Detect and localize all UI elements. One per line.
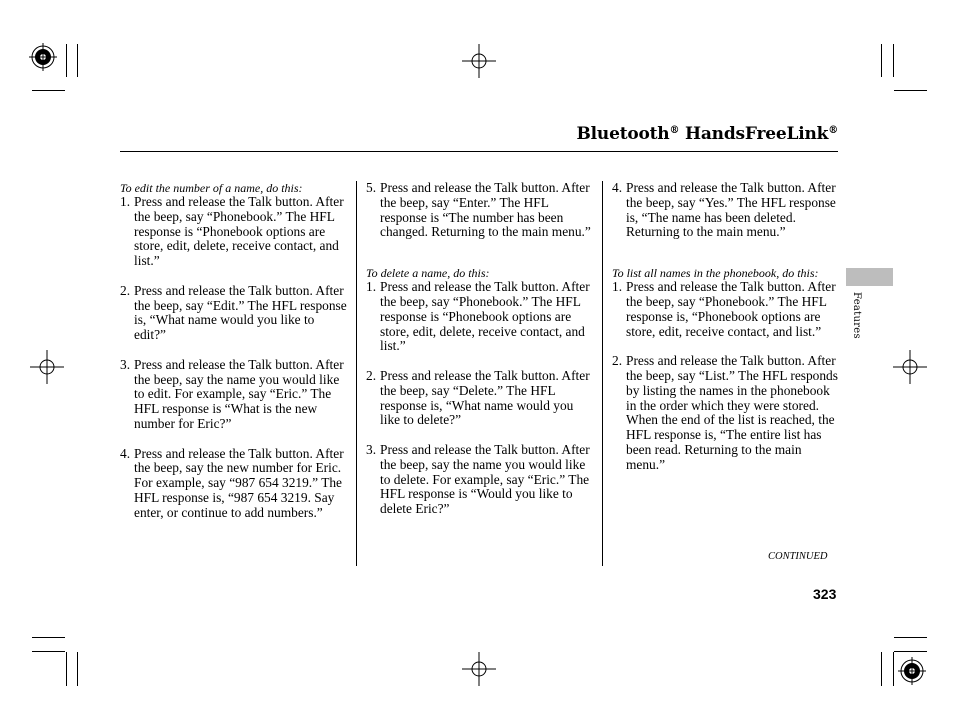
column-divider [356, 181, 357, 566]
list-item: 2. Press and release the Talk button. After the beep, say “Edit.” The HFL response is, “What name would you like to edit?” [120, 282, 347, 343]
section-lead: To delete a name, do this: [366, 266, 490, 281]
page-title: Bluetooth® HandsFreeLink® [576, 124, 838, 144]
list-item: 4. Press and release the Talk button. After the beep, say “Yes.” The HFL response is, “The name has been deleted. Returning to the main menu.” [612, 180, 836, 240]
section-lead: To edit the number of a name, do this: [120, 181, 303, 195]
list-item: 2. Press and release the Talk button. After the beep, say “List.” The HFL responds by listing the names in the phonebook in the order which they were stored. When the end of the list is reached, the HFL response is, “The entire list has been read. Returning to the main menu.” [612, 353, 838, 472]
section-tab [846, 268, 893, 286]
list-item: 3. Press and release the Talk button. After the beep, say the name you would like to delete. For example, say “Eric.” The HFL response is “Would you like to delete Eric?” [366, 441, 590, 517]
list-item: 3. Press and release the Talk button. After the beep, say the name you would like to edit. For example, say “Eric.” The HFL response is “What is the new number for Eric?” [120, 356, 344, 431]
list-item: 2. Press and release the Talk button. After the beep, say “Delete.” The HFL response is, “What name would you like to delete?” [366, 367, 590, 428]
crosshair-icon [462, 44, 496, 78]
registration-target-icon [28, 42, 58, 72]
continued-label: CONTINUED [768, 551, 828, 562]
page-number: 323 [813, 586, 837, 602]
column-2 [366, 181, 594, 532]
list-item: 1. Press and release the Talk button. After the beep, say “Phonebook.” The HFL response is “Phonebook options are store, edit, delete, receive contact, and list.” [120, 194, 344, 269]
crosshair-icon [462, 652, 496, 686]
column-divider [602, 181, 603, 566]
crosshair-icon [30, 350, 64, 384]
crosshair-icon [893, 350, 927, 384]
list-item: 1. Press and release the Talk button. After the beep, say “Phonebook.” The HFL response is, “Phonebook options are store, edit, receive contact, and list.” [612, 279, 836, 339]
column-3 [612, 181, 840, 487]
section-lead: To list all names in the phonebook, do this: [612, 266, 819, 281]
list-item: 1. Press and release the Talk button. After the beep, say “Phonebook.” The HFL response is “Phonebook options are store, edit, delete, receive contact, and list.” [366, 279, 590, 354]
section-tab-label: Features [851, 292, 862, 339]
registration-target-icon [897, 656, 927, 686]
title-rule [120, 151, 838, 152]
column-1 [120, 181, 348, 535]
list-item: 5. Press and release the Talk button. After the beep, say “Enter.” The HFL response is “The number has been changed. Returning to the main menu.” [366, 180, 591, 240]
list-item: 4. Press and release the Talk button. After the beep, say the new number for Eric. For example, say “987 654 3219.” The HFL response is, “987 654 3219. Say enter, or continue to add numbers.” [120, 445, 344, 520]
